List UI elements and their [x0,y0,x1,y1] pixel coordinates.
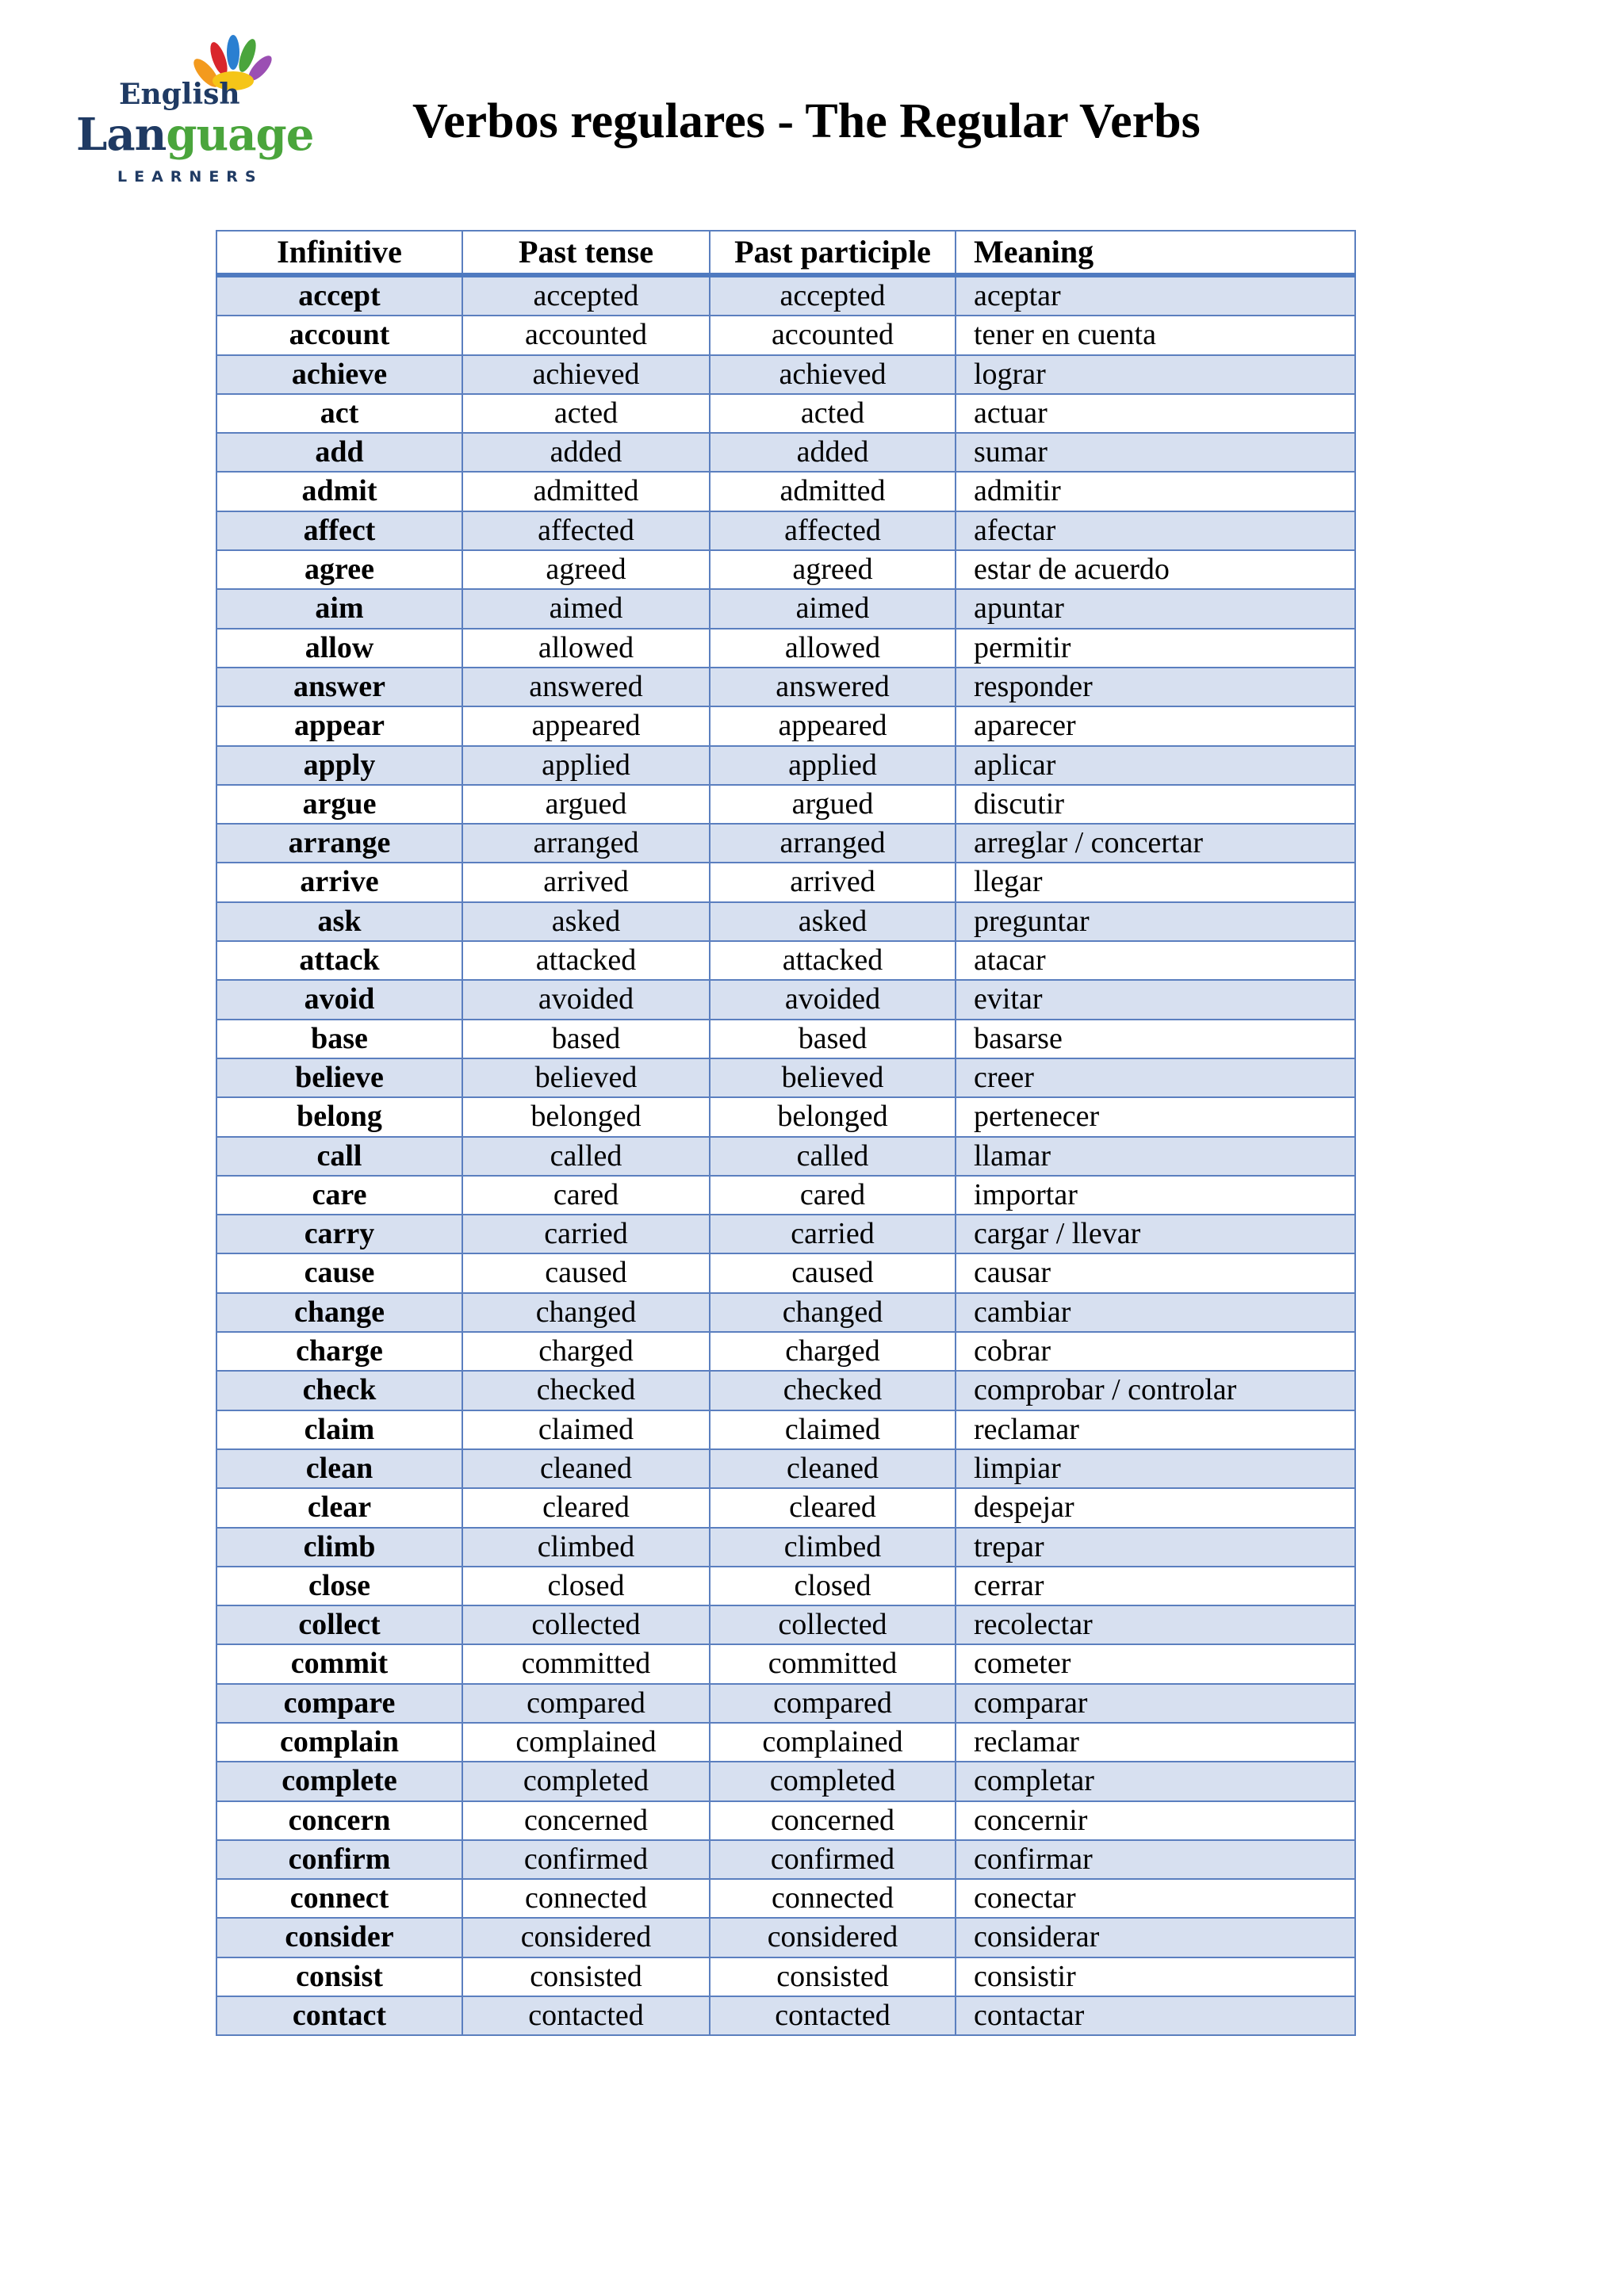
cell-meaning: estar de acuerdo [956,550,1355,589]
table-row [216,706,1355,745]
cell-past-tense: accounted [462,316,710,354]
table-row [216,472,1355,511]
cell-infinitive: carry [216,1215,462,1253]
cell-meaning: trepar [956,1528,1355,1567]
cell-past-tense: based [462,1020,710,1058]
cell-meaning: consistir [956,1957,1355,1996]
cell-past-tense: changed [462,1293,710,1332]
table-row [216,589,1355,628]
cell-meaning: reclamar [956,1410,1355,1449]
cell-past-tense: added [462,433,710,472]
cell-past-participle: confirmed [710,1840,956,1879]
header-past-tense: Past tense [462,231,710,275]
cell-infinitive: base [216,1020,462,1058]
cell-meaning: pertenecer [956,1097,1355,1136]
cell-past-participle: complained [710,1723,956,1762]
cell-infinitive: contact [216,1996,462,2035]
table-header-row [216,231,1355,275]
table-row [216,1137,1355,1176]
cell-past-tense: confirmed [462,1840,710,1879]
cell-meaning: reclamar [956,1723,1355,1762]
cell-past-participle: charged [710,1332,956,1371]
cell-infinitive: consist [216,1957,462,1996]
cell-meaning: cobrar [956,1332,1355,1371]
table-row [216,1488,1355,1527]
cell-meaning: permitir [956,629,1355,668]
cell-past-participle: answered [710,668,956,706]
cell-infinitive: collect [216,1605,462,1644]
cell-past-participle: arranged [710,824,956,863]
cell-infinitive: care [216,1176,462,1215]
table-row [216,902,1355,941]
cell-past-tense: belonged [462,1097,710,1136]
cell-infinitive: check [216,1371,462,1410]
table-row [216,1253,1355,1292]
cell-past-tense: argued [462,785,710,824]
cell-infinitive: allow [216,629,462,668]
table-row [216,1723,1355,1762]
cell-infinitive: believe [216,1058,462,1097]
cell-past-tense: attacked [462,941,710,980]
cell-infinitive: belong [216,1097,462,1136]
cell-meaning: contactar [956,1996,1355,2035]
regular-verbs-table [216,230,1356,2036]
cell-meaning: llegar [956,863,1355,901]
table-row [216,1879,1355,1918]
table-row [216,1996,1355,2035]
cell-past-tense: consisted [462,1957,710,1996]
cell-past-participle: arrived [710,863,956,901]
cell-infinitive: climb [216,1528,462,1567]
cell-infinitive: complete [216,1762,462,1800]
cell-past-tense: believed [462,1058,710,1097]
cell-meaning: recolectar [956,1605,1355,1644]
table-row [216,1957,1355,1996]
table-row [216,1801,1355,1840]
cell-past-tense: called [462,1137,710,1176]
cell-past-tense: connected [462,1879,710,1918]
table-row [216,1332,1355,1371]
cell-past-tense: aimed [462,589,710,628]
cell-infinitive: commit [216,1644,462,1683]
cell-meaning: basarse [956,1020,1355,1058]
table-row [216,1058,1355,1097]
cell-meaning: creer [956,1058,1355,1097]
cell-meaning: discutir [956,785,1355,824]
cell-meaning: conectar [956,1879,1355,1918]
table-row [216,394,1355,433]
cell-past-participle: allowed [710,629,956,668]
cell-infinitive: avoid [216,980,462,1019]
cell-past-tense: concerned [462,1801,710,1840]
cell-past-participle: accepted [710,275,956,316]
cell-infinitive: appear [216,706,462,745]
cell-past-participle: based [710,1020,956,1058]
table-row [216,433,1355,472]
header-meaning: Meaning [956,231,1355,275]
cell-past-participle: cleared [710,1488,956,1527]
logo-word-learners: LEARNERS [117,168,263,186]
table-row [216,1567,1355,1605]
table-row [216,1371,1355,1410]
cell-past-tense: claimed [462,1410,710,1449]
cell-past-tense: compared [462,1684,710,1723]
cell-past-participle: admitted [710,472,956,511]
cell-past-tense: acted [462,394,710,433]
table-row [216,1528,1355,1567]
cell-meaning: tener en cuenta [956,316,1355,354]
cell-meaning: causar [956,1253,1355,1292]
cell-infinitive: attack [216,941,462,980]
cell-infinitive: confirm [216,1840,462,1879]
cell-meaning: aplicar [956,746,1355,785]
cell-meaning: concernir [956,1801,1355,1840]
cell-meaning: apuntar [956,589,1355,628]
cell-past-participle: called [710,1137,956,1176]
cell-past-participle: asked [710,902,956,941]
cell-past-participle: cleaned [710,1449,956,1488]
cell-meaning: afectar [956,511,1355,550]
cell-meaning: comparar [956,1684,1355,1723]
table-row [216,980,1355,1019]
logo-word-english: English [119,78,240,111]
cell-past-tense: achieved [462,355,710,394]
cell-infinitive: charge [216,1332,462,1371]
table-row [216,1762,1355,1800]
cell-meaning: considerar [956,1918,1355,1957]
cell-infinitive: clear [216,1488,462,1527]
table-row [216,1684,1355,1723]
cell-meaning: importar [956,1176,1355,1215]
cell-past-tense: accepted [462,275,710,316]
table-row [216,863,1355,901]
table-row [216,1410,1355,1449]
cell-infinitive: compare [216,1684,462,1723]
cell-infinitive: admit [216,472,462,511]
table-body [216,275,1355,2035]
cell-past-participle: caused [710,1253,956,1292]
cell-past-participle: connected [710,1879,956,1918]
cell-meaning: evitar [956,980,1355,1019]
cell-past-participle: collected [710,1605,956,1644]
cell-meaning: actuar [956,394,1355,433]
table-row [216,941,1355,980]
cell-meaning: completar [956,1762,1355,1800]
cell-infinitive: cause [216,1253,462,1292]
english-language-learners-logo [70,32,314,186]
cell-past-tense: complained [462,1723,710,1762]
page-title: Verbos regulares - The Regular Verbs [412,94,1201,148]
cell-meaning: cometer [956,1644,1355,1683]
table-row [216,1293,1355,1332]
cell-infinitive: concern [216,1801,462,1840]
table-row [216,629,1355,668]
cell-infinitive: claim [216,1410,462,1449]
logo-word-language [76,111,313,159]
logo-word-language-part1: Lan [76,109,167,161]
cell-past-participle: aimed [710,589,956,628]
cell-meaning: preguntar [956,902,1355,941]
table-row [216,824,1355,863]
cell-infinitive: consider [216,1918,462,1957]
cell-meaning: atacar [956,941,1355,980]
cell-past-participle: affected [710,511,956,550]
cell-infinitive: achieve [216,355,462,394]
cell-past-participle: carried [710,1215,956,1253]
cell-past-participle: acted [710,394,956,433]
table-row [216,1215,1355,1253]
cell-past-participle: appeared [710,706,956,745]
cell-meaning: cerrar [956,1567,1355,1605]
cell-infinitive: argue [216,785,462,824]
table-row [216,1020,1355,1058]
cell-meaning: cargar / llevar [956,1215,1355,1253]
cell-past-tense: contacted [462,1996,710,2035]
cell-infinitive: accept [216,275,462,316]
cell-meaning: responder [956,668,1355,706]
table-row [216,746,1355,785]
table-row [216,668,1355,706]
cell-past-tense: charged [462,1332,710,1371]
cell-past-tense: answered [462,668,710,706]
cell-infinitive: change [216,1293,462,1332]
cell-past-tense: committed [462,1644,710,1683]
header-past-participle: Past participle [710,231,956,275]
cell-past-tense: arrived [462,863,710,901]
cell-past-tense: considered [462,1918,710,1957]
cell-past-participle: closed [710,1567,956,1605]
cell-past-tense: affected [462,511,710,550]
table-row [216,1918,1355,1957]
table-row [216,550,1355,589]
cell-past-participle: added [710,433,956,472]
cell-past-participle: considered [710,1918,956,1957]
cell-infinitive: answer [216,668,462,706]
cell-past-tense: agreed [462,550,710,589]
cell-past-participle: believed [710,1058,956,1097]
cell-infinitive: ask [216,902,462,941]
cell-past-participle: changed [710,1293,956,1332]
cell-infinitive: aim [216,589,462,628]
cell-past-participle: belonged [710,1097,956,1136]
cell-past-participle: cared [710,1176,956,1215]
cell-past-tense: cared [462,1176,710,1215]
cell-infinitive: arrive [216,863,462,901]
cell-past-participle: climbed [710,1528,956,1567]
cell-meaning: comprobar / controlar [956,1371,1355,1410]
cell-past-participle: checked [710,1371,956,1410]
cell-infinitive: affect [216,511,462,550]
cell-past-participle: accounted [710,316,956,354]
cell-meaning: cambiar [956,1293,1355,1332]
cell-meaning: lograr [956,355,1355,394]
cell-meaning: admitir [956,472,1355,511]
cell-past-tense: asked [462,902,710,941]
cell-meaning: aparecer [956,706,1355,745]
cell-past-tense: checked [462,1371,710,1410]
cell-infinitive: add [216,433,462,472]
cell-past-participle: committed [710,1644,956,1683]
cell-meaning: arreglar / concertar [956,824,1355,863]
cell-infinitive: clean [216,1449,462,1488]
cell-past-participle: applied [710,746,956,785]
cell-infinitive: apply [216,746,462,785]
table-row [216,1840,1355,1879]
table-header [216,231,1355,275]
table-row [216,1176,1355,1215]
cell-meaning: confirmar [956,1840,1355,1879]
table-row [216,355,1355,394]
cell-past-tense: collected [462,1605,710,1644]
cell-meaning: despejar [956,1488,1355,1527]
table-row [216,1605,1355,1644]
cell-past-tense: climbed [462,1528,710,1567]
cell-infinitive: arrange [216,824,462,863]
cell-meaning: limpiar [956,1449,1355,1488]
cell-infinitive: act [216,394,462,433]
table-row [216,1097,1355,1136]
cell-past-participle: claimed [710,1410,956,1449]
table-row [216,1644,1355,1683]
cell-infinitive: complain [216,1723,462,1762]
cell-past-tense: allowed [462,629,710,668]
cell-past-participle: argued [710,785,956,824]
table-row [216,316,1355,354]
cell-past-tense: caused [462,1253,710,1292]
cell-past-participle: avoided [710,980,956,1019]
cell-past-participle: achieved [710,355,956,394]
cell-past-tense: carried [462,1215,710,1253]
table-row [216,1449,1355,1488]
cell-past-participle: agreed [710,550,956,589]
cell-meaning: sumar [956,433,1355,472]
cell-infinitive: connect [216,1879,462,1918]
cell-meaning: aceptar [956,275,1355,316]
cell-past-tense: closed [462,1567,710,1605]
header-infinitive: Infinitive [216,231,462,275]
cell-past-tense: cleaned [462,1449,710,1488]
cell-past-participle: attacked [710,941,956,980]
cell-past-tense: cleared [462,1488,710,1527]
cell-past-tense: appeared [462,706,710,745]
cell-infinitive: close [216,1567,462,1605]
cell-past-tense: completed [462,1762,710,1800]
cell-infinitive: account [216,316,462,354]
cell-past-tense: avoided [462,980,710,1019]
table-row [216,275,1355,316]
cell-past-participle: completed [710,1762,956,1800]
cell-infinitive: call [216,1137,462,1176]
table-row [216,785,1355,824]
cell-infinitive: agree [216,550,462,589]
cell-past-participle: contacted [710,1996,956,2035]
cell-past-tense: arranged [462,824,710,863]
cell-past-participle: consisted [710,1957,956,1996]
cell-meaning: llamar [956,1137,1355,1176]
logo-word-language-part2: guage [166,109,314,161]
cell-past-participle: concerned [710,1801,956,1840]
cell-past-tense: admitted [462,472,710,511]
cell-past-participle: compared [710,1684,956,1723]
cell-past-tense: applied [462,746,710,785]
table-row [216,511,1355,550]
